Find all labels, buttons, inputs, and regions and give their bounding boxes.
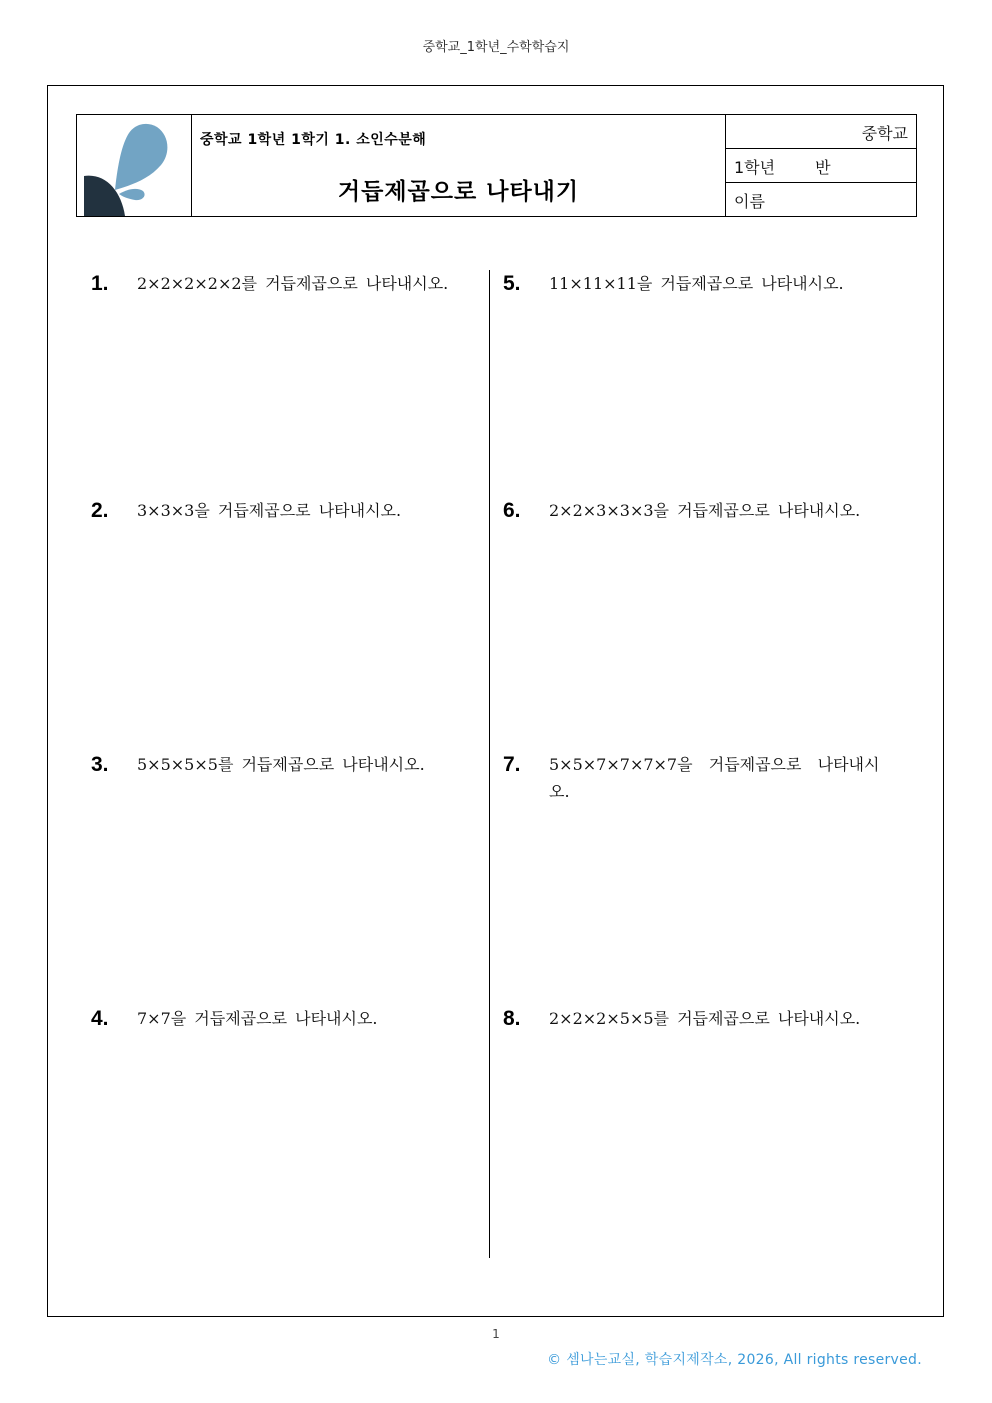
water-drop-logo-icon [77, 115, 192, 216]
page-header: 중학교_1학년_수학학습지 [422, 40, 570, 55]
title-block [76, 114, 917, 217]
problem-text: 2×2×2×2×2를 거듭제곱으로 나타내시오. [137, 274, 449, 293]
problem-text: 3×3×3을 거듭제곱으로 나타내시오. [137, 501, 402, 520]
copyright-notice: © 셈나는교실, 학습지제작소, 2026, All rights reserved. [547, 1352, 922, 1368]
problem-text: 5×5×7×7×7×7을 거듭제곱으로 나타내시오. [549, 755, 880, 801]
problem-number: 1. [91, 272, 109, 295]
school-label: 중학교 [861, 124, 908, 143]
problem-number: 6. [503, 499, 521, 522]
page-number: 1 [492, 1327, 500, 1341]
problem-text: 7×7을 거듭제곱으로 나타내시오. [137, 1009, 378, 1028]
problem-number: 3. [91, 753, 109, 776]
name-field[interactable] [726, 182, 916, 216]
problem-text: 2×2×2×5×5를 거듭제곱으로 나타내시오. [549, 1009, 861, 1028]
problem-text: 11×11×11을 거듭제곱으로 나타내시오. [549, 274, 844, 293]
problem-number: 5. [503, 272, 521, 295]
name-label: 이름 [734, 192, 765, 211]
unit-subtitle: 중학교 1학년 1학기 1. 소인수분해 [200, 132, 427, 148]
logo [77, 115, 192, 216]
problem-text: 2×2×3×3×3을 거듭제곱으로 나타내시오. [549, 501, 861, 520]
student-info [726, 115, 916, 216]
worksheet-title: 거듭제곱으로 나타내기 [337, 179, 580, 205]
problem-number: 8. [503, 1007, 521, 1030]
problem-number: 7. [503, 753, 521, 776]
school-field[interactable] [726, 115, 916, 148]
title-cell [192, 115, 726, 216]
grade-class-field[interactable] [726, 148, 916, 182]
problem-number: 4. [91, 1007, 109, 1030]
problem-number: 2. [91, 499, 109, 522]
class-label: 반 [815, 158, 831, 177]
column-divider [489, 270, 490, 1258]
problem-text: 5×5×5×5를 거듭제곱으로 나타내시오. [137, 755, 425, 774]
grade-label: 1학년 [734, 158, 776, 177]
